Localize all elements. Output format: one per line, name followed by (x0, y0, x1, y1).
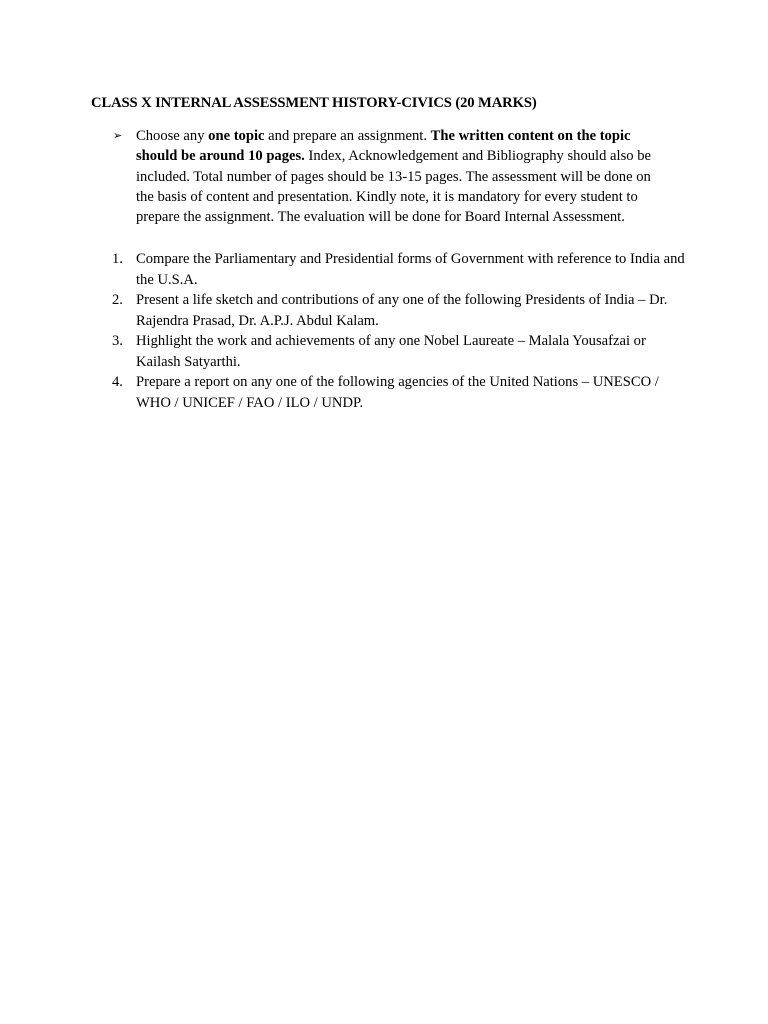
topic-list (110, 249, 690, 413)
page-title: CLASS X INTERNAL ASSESSMENT HISTORY-CIVICS (20 MARKS) (91, 95, 537, 111)
list-item-text: Present a life sketch and contributions of any one of the following Presidents of India – Dr. Rajendra Prasad, Dr. A.P.J. Abdul Kalam. (136, 292, 668, 329)
list-item-number: 3. (112, 333, 123, 349)
list-item-text: Highlight the work and achievements of any one Nobel Laureate – Malala Yousafzai or Kailash Satyarthi. (136, 333, 646, 370)
list-item-number: 2. (112, 292, 123, 308)
instruction-segment-bold: The written content on the topic should be around 10 pages. (136, 128, 631, 165)
list-item-text: Prepare a report on any one of the following agencies of the United Nations – UNESCO / WHO / UNICEF / FAO / ILO / UNDP. (136, 374, 659, 411)
instruction-segment: Index, Acknowledgement and Bibliography should also be included. Total number of pages should be 13-15 pages. The assessment will be done on the basis of content and presentation. Kindly note, it is mandatory for every student to prepare the assignment. The evaluation will be done for Board Internal Assessment. (136, 148, 651, 226)
list-item-number: 1. (112, 251, 123, 267)
instruction-text (136, 126, 670, 227)
list-item (110, 290, 690, 331)
list-item-number: 4. (112, 374, 123, 390)
list-item-text: Compare the Parliamentary and Presidential forms of Government with reference to India and the U.S.A. (136, 251, 685, 288)
instruction-segment: Choose any (136, 128, 209, 144)
list-item (110, 372, 690, 413)
arrow-bullet-icon: ➢ (113, 129, 123, 142)
instruction-segment: and prepare an assignment. (264, 128, 431, 144)
instruction-segment-bold: one topic (208, 128, 265, 144)
list-item (110, 249, 690, 290)
list-item (110, 331, 690, 372)
